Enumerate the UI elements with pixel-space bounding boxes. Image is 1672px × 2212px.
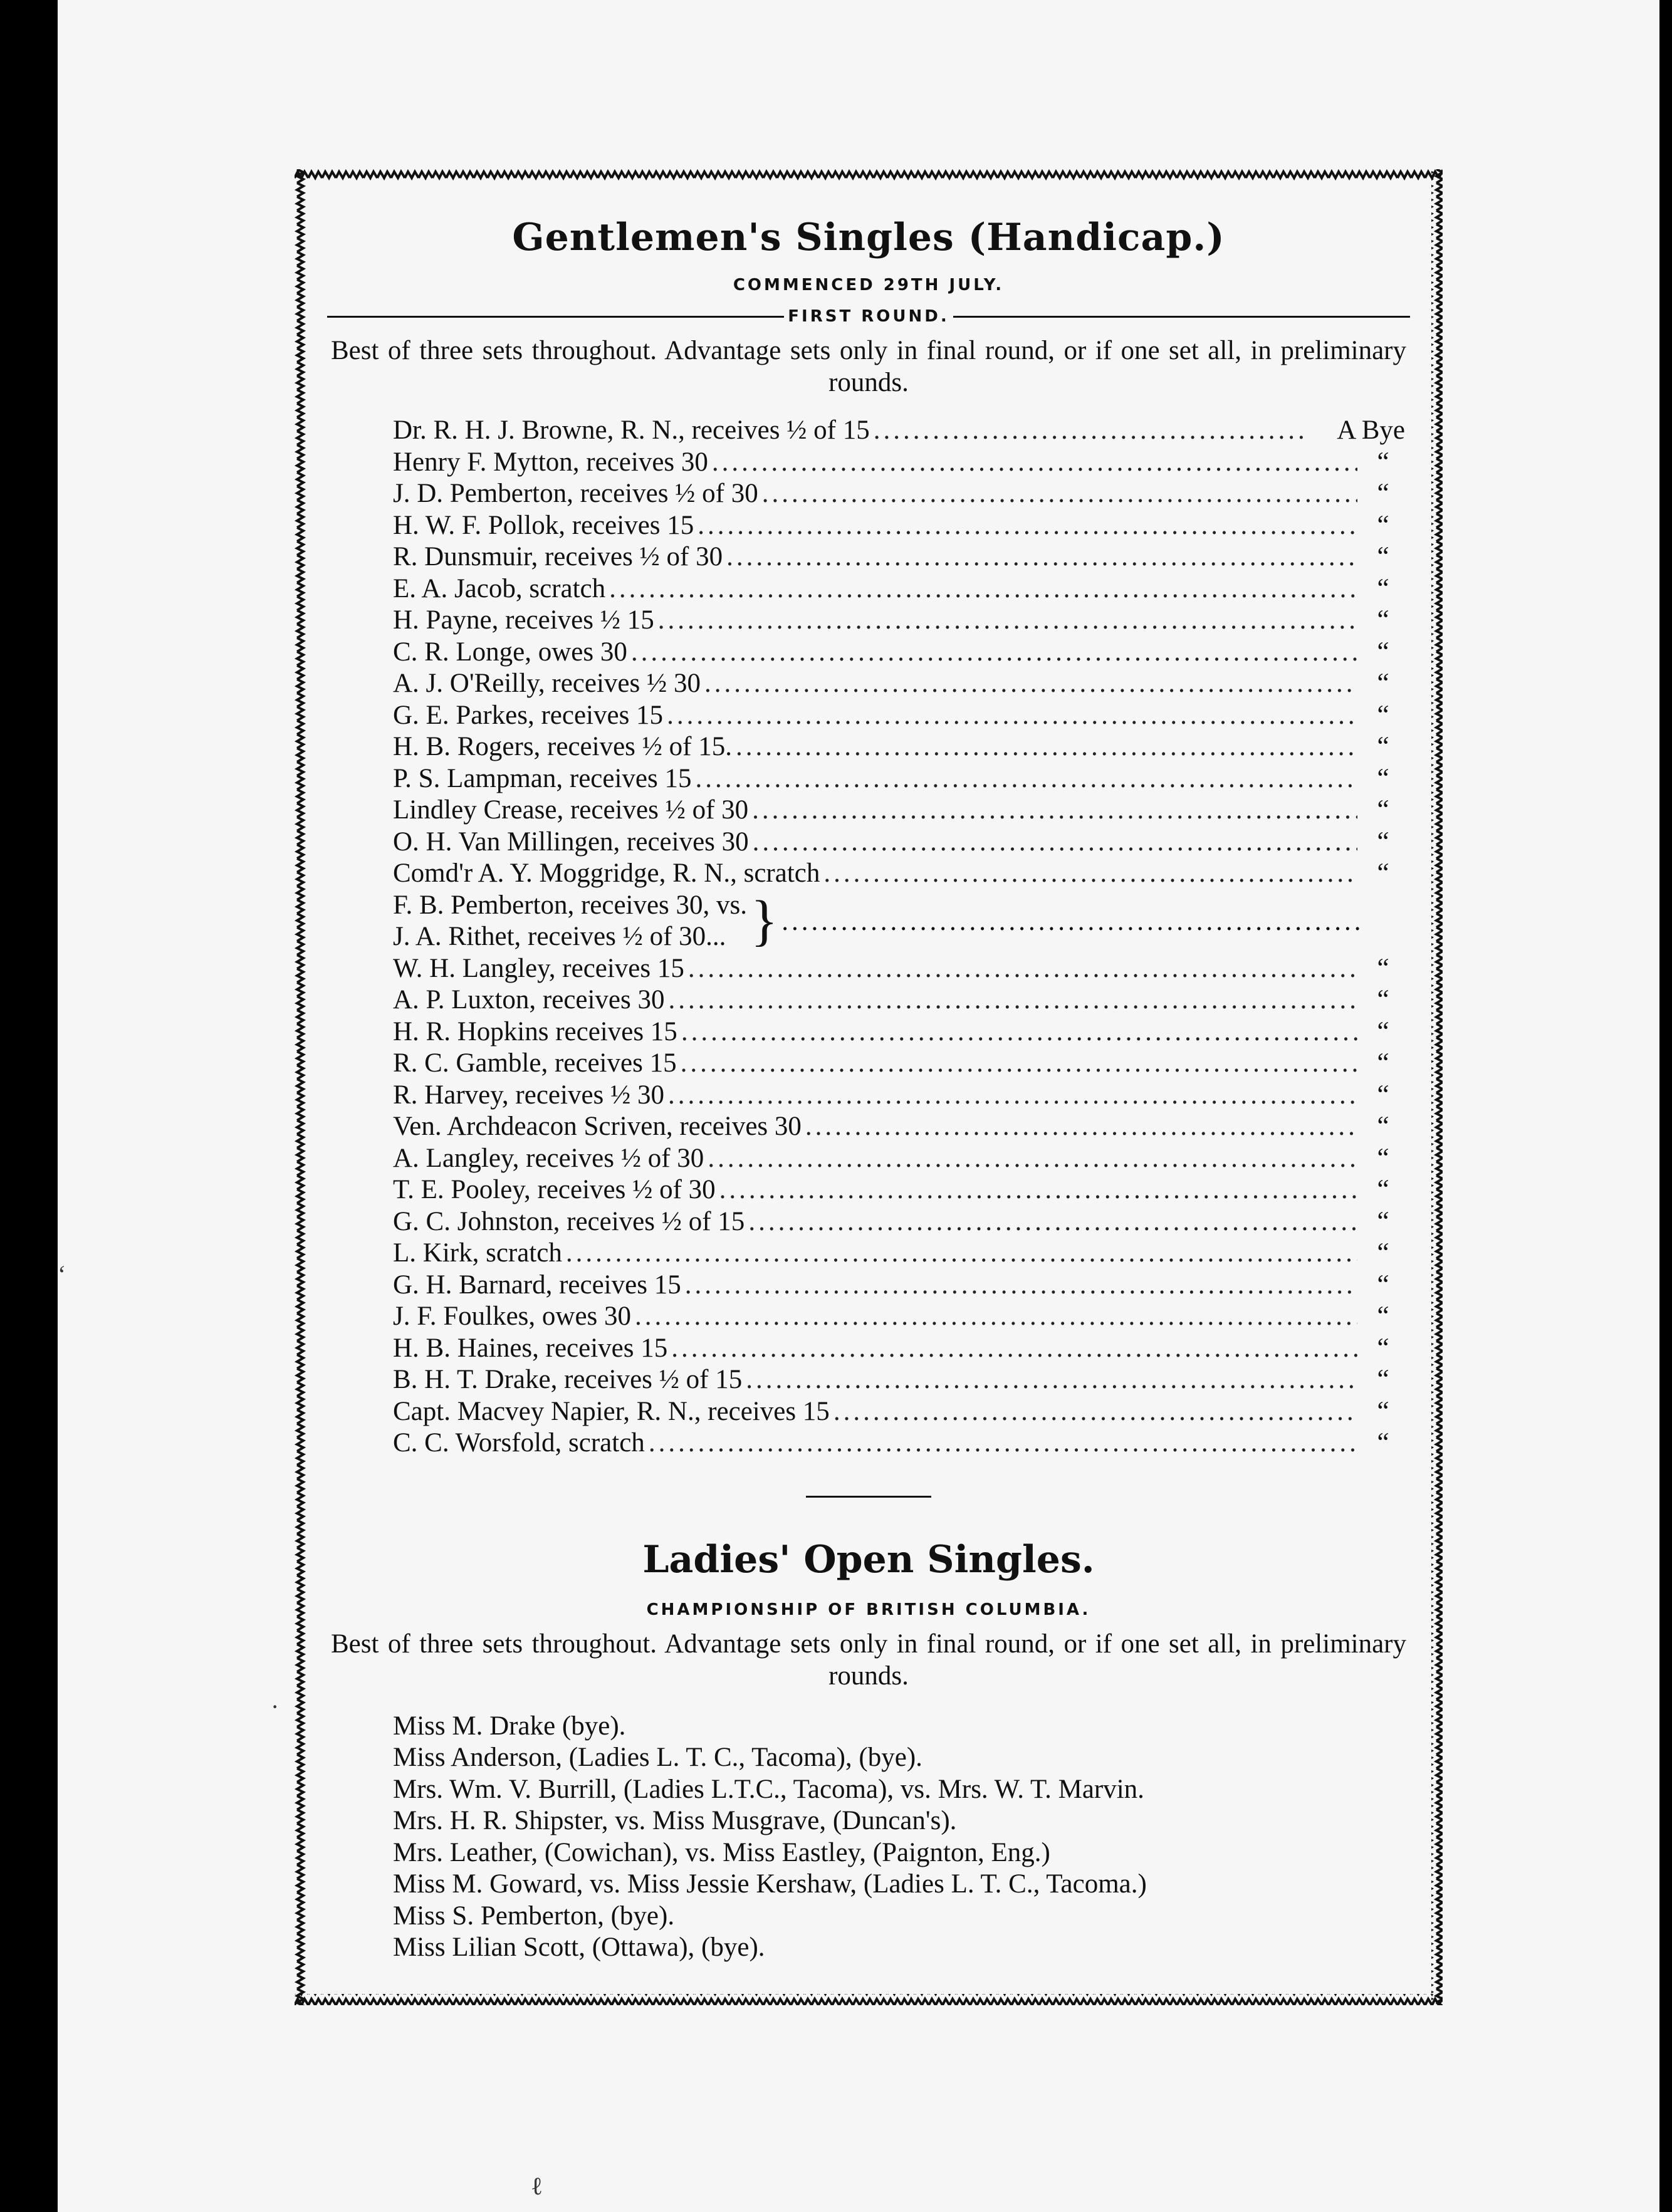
entry-row bbox=[393, 605, 1405, 637]
gentlemen-entries bbox=[393, 415, 1405, 1459]
entry-row bbox=[393, 541, 1405, 573]
leader-dots bbox=[746, 1364, 1357, 1396]
entry-row bbox=[393, 1174, 1405, 1206]
entry-row bbox=[393, 700, 1405, 732]
entry-name: Capt. Macvey Napier, R. N., receives 15 bbox=[393, 1396, 830, 1426]
entry-name: C. R. Longe, owes 30 bbox=[393, 637, 627, 667]
entry-result: “ bbox=[1377, 479, 1389, 508]
entry-name: P. S. Lampman, receives 15 bbox=[393, 763, 692, 793]
entry-result: “ bbox=[1377, 1428, 1389, 1458]
entry-name: R. C. Gamble, receives 15 bbox=[393, 1048, 677, 1078]
entry-row bbox=[393, 1364, 1405, 1396]
ladies-entry: Miss Anderson, (Ladies L. T. C., Tacoma), (bye). bbox=[393, 1743, 922, 1772]
entry-name: E. A. Jacob, scratch bbox=[393, 573, 606, 603]
leader-dots bbox=[823, 858, 1357, 890]
ladies-entry: Miss S. Pemberton, (bye). bbox=[393, 1901, 675, 1931]
pair-entry bbox=[393, 890, 1405, 953]
leader-dots bbox=[753, 827, 1357, 858]
entry-name: H. B. Haines, receives 15 bbox=[393, 1333, 668, 1363]
entry-name: A. Langley, receives ½ of 30 bbox=[393, 1143, 704, 1173]
entry-name: H. B. Rogers, receives ½ of 15. bbox=[393, 732, 732, 761]
entry-result: “ bbox=[1377, 637, 1389, 667]
entry-row bbox=[393, 1333, 1405, 1365]
entry-result: “ bbox=[1377, 700, 1389, 730]
entry-row bbox=[393, 1301, 1405, 1333]
leader-dots bbox=[635, 1301, 1357, 1333]
first-round-rule bbox=[327, 307, 1410, 326]
leader-dots bbox=[833, 1396, 1357, 1428]
entry-row bbox=[393, 1016, 1405, 1048]
section-divider bbox=[806, 1496, 931, 1498]
leader-dots bbox=[667, 700, 1357, 732]
entry-row bbox=[393, 573, 1405, 605]
entry-name: J. D. Pemberton, receives ½ of 30 bbox=[393, 479, 758, 508]
entry-name: H. W. F. Pollok, receives 15 bbox=[393, 510, 694, 540]
ladies-entry: Mrs. Wm. V. Burrill, (Ladies L.T.C., Tacoma), vs. Mrs. W. T. Marvin. bbox=[393, 1774, 1144, 1804]
leader-dots bbox=[781, 906, 1361, 937]
entry-name: A. P. Luxton, receives 30 bbox=[393, 985, 665, 1015]
leader-dots bbox=[805, 1111, 1357, 1143]
leader-dots bbox=[748, 1206, 1357, 1238]
ladies-subtitle: CHAMPIONSHIP OF BRITISH COLUMBIA. bbox=[646, 1600, 1091, 1619]
leader-dots bbox=[736, 731, 1357, 763]
entry-result: “ bbox=[1377, 1206, 1389, 1236]
gentlemen-note: Best of three sets throughout. Advantage sets only in final round, or if one set all, in preliminary rounds. bbox=[331, 336, 1406, 397]
scan-mark: · bbox=[271, 1693, 280, 1721]
leader-dots bbox=[681, 1048, 1357, 1080]
entry-result: “ bbox=[1377, 1112, 1389, 1141]
entry-result: “ bbox=[1377, 1238, 1389, 1268]
entry-result: “ bbox=[1377, 573, 1389, 603]
ladies-entry: Mrs. H. R. Shipster, vs. Miss Musgrave, (Duncan's). bbox=[393, 1806, 957, 1835]
entry-name: O. H. Van Millingen, receives 30 bbox=[393, 827, 749, 857]
entry-name: G. E. Parkes, receives 15 bbox=[393, 700, 664, 730]
entry-result: “ bbox=[1377, 1302, 1389, 1331]
entry-row bbox=[393, 1111, 1405, 1143]
entry-row bbox=[393, 1427, 1405, 1459]
leader-dots bbox=[762, 478, 1357, 510]
entry-result: A Bye bbox=[1337, 415, 1405, 445]
ladies-title: Ladies' Open Singles. bbox=[642, 1537, 1095, 1582]
leader-dots bbox=[726, 541, 1357, 573]
leader-dots bbox=[688, 953, 1357, 985]
leader-dots bbox=[708, 1143, 1357, 1175]
entry-result: “ bbox=[1377, 1270, 1389, 1300]
entry-row bbox=[393, 984, 1405, 1016]
entry-result: “ bbox=[1377, 669, 1389, 698]
entry-result: “ bbox=[1377, 1333, 1389, 1363]
entry-result: “ bbox=[1377, 953, 1389, 983]
entry-name: Comd'r A. Y. Moggridge, R. N., scratch bbox=[393, 858, 820, 888]
entry-row bbox=[393, 858, 1405, 890]
entry-name: Henry F. Mytton, receives 30 bbox=[393, 447, 708, 477]
ladies-note: Best of three sets throughout. Advantage sets only in final round, or if one set all, in preliminary rounds. bbox=[331, 1629, 1406, 1691]
entry-result: “ bbox=[1377, 1365, 1389, 1394]
leader-dots bbox=[698, 510, 1357, 542]
entry-row bbox=[393, 731, 1405, 763]
entry-row bbox=[393, 447, 1405, 479]
entry-result: “ bbox=[1377, 763, 1389, 793]
entry-name: T. E. Pooley, receives ½ of 30 bbox=[393, 1175, 716, 1204]
scan-margin-right bbox=[1659, 0, 1672, 2212]
gentlemen-title: Gentlemen's Singles (Handicap.) bbox=[512, 216, 1225, 259]
entry-name: Ven. Archdeacon Scriven, receives 30 bbox=[393, 1112, 802, 1141]
entry-name: R. Dunsmuir, receives ½ of 30 bbox=[393, 542, 723, 571]
entry-row bbox=[393, 478, 1405, 510]
pair-line-2: J. A. Rithet, receives ½ of 30... bbox=[393, 922, 726, 951]
commenced-date: COMMENCED 29TH JULY. bbox=[733, 276, 1005, 295]
pair-line-1: F. B. Pemberton, receives 30, vs. bbox=[393, 890, 748, 920]
entry-row bbox=[393, 1238, 1405, 1270]
entry-result: “ bbox=[1377, 827, 1389, 857]
leader-dots bbox=[649, 1427, 1357, 1459]
leader-dots bbox=[704, 668, 1357, 700]
entry-row bbox=[393, 1143, 1405, 1175]
entry-result: “ bbox=[1377, 732, 1389, 761]
leader-dots bbox=[609, 573, 1357, 605]
entry-name: Lindley Crease, receives ½ of 30 bbox=[393, 795, 749, 825]
ladies-entries bbox=[393, 1711, 1410, 1964]
leader-dots bbox=[658, 605, 1357, 637]
entry-name: W. H. Langley, receives 15 bbox=[393, 953, 684, 983]
leader-dots bbox=[712, 447, 1357, 479]
entry-name: G. H. Barnard, receives 15 bbox=[393, 1270, 681, 1300]
leader-dots bbox=[669, 984, 1357, 1016]
entry-name: A. J. O'Reilly, receives ½ 30 bbox=[393, 669, 701, 698]
entry-name: R. Harvey, receives ½ 30 bbox=[393, 1080, 665, 1110]
entry-result: “ bbox=[1377, 1016, 1389, 1046]
entry-row bbox=[393, 1396, 1405, 1428]
leader-dots bbox=[719, 1174, 1357, 1206]
entry-name: Dr. R. H. J. Browne, R. N., receives ½ of 15 bbox=[393, 415, 870, 445]
entry-row bbox=[393, 827, 1405, 858]
leader-dots bbox=[874, 415, 1307, 447]
leader-dots bbox=[631, 637, 1357, 669]
first-round-label: FIRST ROUND. bbox=[788, 307, 949, 326]
entry-result: “ bbox=[1377, 510, 1389, 540]
entry-row bbox=[393, 637, 1405, 669]
ladies-entry: Miss M. Goward, vs. Miss Jessie Kershaw, (Ladies L. T. C., Tacoma.) bbox=[393, 1869, 1147, 1899]
brace-mark: } bbox=[751, 890, 778, 952]
entry-result: “ bbox=[1377, 1143, 1389, 1173]
entry-name: H. R. Hopkins receives 15 bbox=[393, 1016, 677, 1046]
entry-result: “ bbox=[1377, 985, 1389, 1015]
leader-dots bbox=[681, 1016, 1357, 1048]
entry-row bbox=[393, 1048, 1405, 1080]
scan-mark: ‘ bbox=[58, 1260, 66, 1288]
entry-row bbox=[393, 763, 1405, 795]
entry-row bbox=[393, 795, 1405, 827]
ladies-entry: Mrs. Leather, (Cowichan), vs. Miss Eastley, (Paignton, Eng.) bbox=[393, 1837, 1050, 1867]
entry-result: “ bbox=[1377, 605, 1389, 635]
entry-name: C. C. Worsfold, scratch bbox=[393, 1428, 645, 1458]
entry-result: “ bbox=[1377, 858, 1389, 888]
entry-result: “ bbox=[1377, 542, 1389, 571]
scan-margin-left bbox=[0, 0, 58, 2212]
entry-row bbox=[393, 1080, 1405, 1112]
entry-name: H. Payne, receives ½ 15 bbox=[393, 605, 654, 635]
entry-result: “ bbox=[1377, 447, 1389, 477]
entry-row bbox=[393, 1206, 1405, 1238]
entry-name: J. F. Foulkes, owes 30 bbox=[393, 1302, 632, 1331]
entry-row bbox=[393, 668, 1405, 700]
entry-name: G. C. Johnston, receives ½ of 15 bbox=[393, 1206, 745, 1236]
frame-content bbox=[327, 194, 1410, 1964]
leader-dots bbox=[668, 1080, 1357, 1112]
ornamental-frame bbox=[295, 169, 1443, 2005]
entry-result: “ bbox=[1377, 795, 1389, 825]
entry-result: “ bbox=[1377, 1080, 1389, 1110]
document-page bbox=[58, 0, 1659, 2212]
entry-row bbox=[393, 415, 1405, 447]
entry-row bbox=[393, 953, 1405, 985]
entry-result: “ bbox=[1377, 1175, 1389, 1204]
ladies-entry: Miss Lilian Scott, (Ottawa), (bye). bbox=[393, 1933, 765, 1962]
leader-dots bbox=[566, 1238, 1357, 1270]
leader-dots bbox=[696, 763, 1358, 795]
entry-row bbox=[393, 1270, 1405, 1302]
entry-result: “ bbox=[1377, 1048, 1389, 1078]
entry-name: L. Kirk, scratch bbox=[393, 1238, 562, 1268]
leader-dots bbox=[752, 795, 1357, 827]
leader-dots bbox=[671, 1333, 1357, 1365]
scan-mark: ℓ bbox=[531, 2172, 543, 2200]
leader-dots bbox=[685, 1270, 1357, 1302]
ladies-entry: Miss M. Drake (bye). bbox=[393, 1711, 626, 1741]
entry-name: B. H. T. Drake, receives ½ of 15 bbox=[393, 1365, 743, 1394]
entry-result: “ bbox=[1377, 1396, 1389, 1426]
entry-row bbox=[393, 510, 1405, 542]
